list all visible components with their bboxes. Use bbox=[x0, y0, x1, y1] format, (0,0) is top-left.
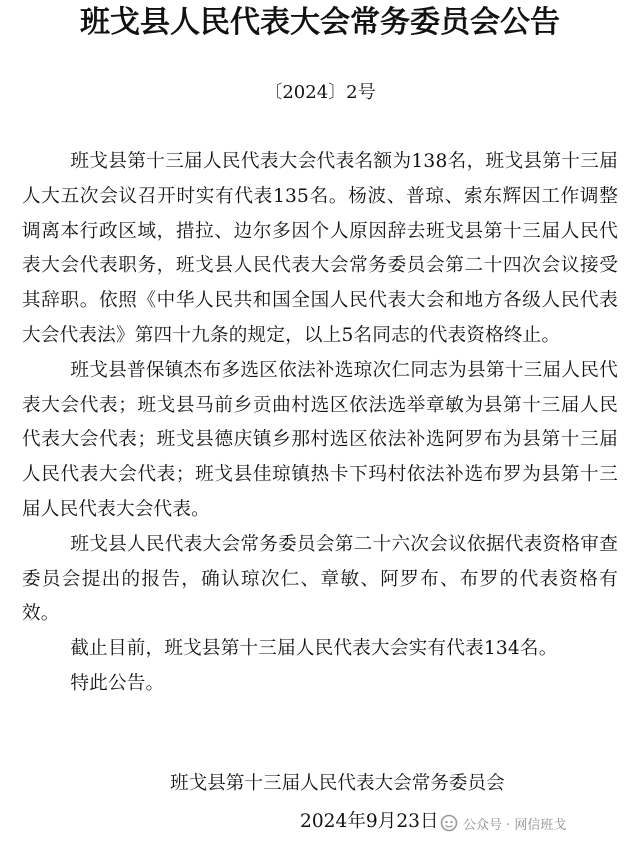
paragraph-1: 班戈县第十三届人民代表大会代表名额为138名，班戈县第十三届人大五次会议召开时实有代表135名。杨波、普琼、索东辉因工作调整调离本行政区域，措拉、边尔多因个人原因辞去班戈县第十三届人民代表大会代表职务，班戈县人民代表大会常务委员会第二十四次会议接受其辞职。依照《中华人民共和国全国人民代表大会和地方各级人民代表大会代表法》第四十九条的规定，以上5名同志的代表资格终止。 bbox=[22, 151, 618, 346]
paragraph-2: 班戈县普保镇杰布多选区依法补选琼次仁同志为县第十三届人民代表大会代表；班戈县马前乡贡曲村选区依法选举章敏为县第十三届人民代表大会代表；班戈县德庆镇乡那村选区依法补选阿罗布为县第十三届人民代表大会代表；班戈县佳琼镇热卡下玛村依法补选布罗为县第十三届人民代表大会代表。 bbox=[22, 359, 618, 520]
paragraph-5: 特此公告。 bbox=[70, 672, 165, 694]
paragraph-4: 截止目前，班戈县第十三届人民代表大会实有代表134名。 bbox=[70, 638, 558, 660]
signature-date: 2024年9月23日 bbox=[300, 811, 439, 832]
watermark bbox=[440, 810, 566, 836]
paragraph-3: 班戈县人民代表大会常务委员会第二十六次会议依据代表资格审查委员会提出的报告，确认琼次仁、章敏、阿罗布、布罗的代表资格有效。 bbox=[22, 533, 618, 625]
signature-organization: 班戈县第十三届人民代表大会常务委员会 bbox=[170, 773, 505, 794]
watermark-label: 公众号 · 网信班戈 bbox=[463, 817, 567, 833]
document-number: 〔2024〕2号 bbox=[264, 82, 376, 103]
document-body bbox=[22, 145, 618, 702]
document-title: 班戈县人民代表大会常务委员会公告 bbox=[80, 5, 560, 40]
wechat-official-account-icon bbox=[440, 814, 458, 832]
